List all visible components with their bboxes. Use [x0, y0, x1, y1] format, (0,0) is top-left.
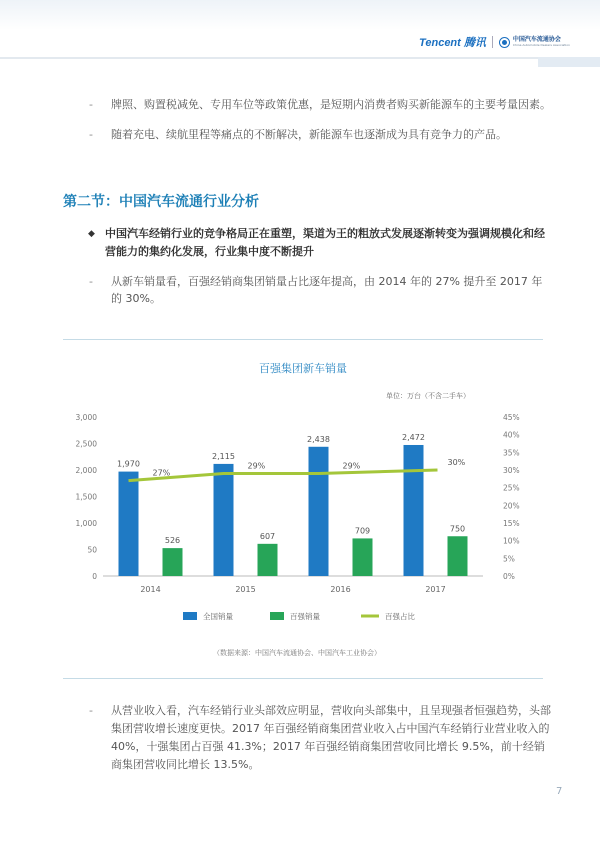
header-divider: [0, 57, 600, 59]
bullet-text: 从新车销量看，百强经销商集团销量占比逐年提高，由 2014 年的 27% 提升至 2017 年的 30%。: [111, 275, 543, 305]
y-left-tick-label: 0: [92, 572, 97, 581]
y-left-tick-label: 2,000: [75, 466, 97, 475]
bar-top100: [163, 548, 183, 576]
share-label: 30%: [447, 458, 466, 467]
share-line: [129, 470, 438, 481]
y-right-tick-label: 20%: [503, 501, 520, 511]
key-point: [88, 225, 545, 261]
y-right-tick-label: 45%: [503, 413, 520, 422]
y-right-tick-label: 35%: [503, 448, 520, 458]
chart-title: 百强集团新车销量: [259, 362, 347, 375]
top-band: [0, 0, 600, 30]
association-badge-icon: [499, 37, 510, 48]
page-number: 7: [556, 786, 563, 797]
bullet-text: 随着充电、续航里程等痛点的不断解决，新能源车也逐渐成为具有竞争力的产品。: [111, 128, 507, 141]
association-name-en: China Automobile Dealers Association: [512, 43, 570, 47]
y-left-tick-label: 2,500: [75, 439, 97, 449]
x-tick-label: 2015: [235, 585, 256, 594]
share-label: 29%: [342, 461, 361, 471]
bar-national-label: 2,438: [307, 434, 330, 444]
bar-national-label: 2,472: [402, 432, 425, 442]
y-right-tick-label: 40%: [503, 430, 520, 440]
key-point-text: 中国汽车经销行业的竞争格局正在重塑，渠道为王的粗放式发展逐渐转变为强调规模化和经营能力的集约化发展，行业集中度不断提升: [105, 227, 545, 258]
diamond-bullet-icon: ◆: [88, 229, 95, 239]
bar-top100-label: 526: [164, 536, 181, 546]
y-right-tick-label: 0%: [503, 572, 515, 581]
y-right-tick-label: 10%: [503, 536, 520, 546]
bullet-revenue: [89, 702, 551, 774]
legend-top100-swatch: [270, 612, 284, 620]
bar-top100: [258, 544, 278, 576]
bullet-marker: -: [89, 128, 93, 141]
x-tick-label: 2014: [140, 585, 161, 594]
y-left-tick-label: 1,500: [75, 492, 97, 502]
y-left-tick-label: 1,000: [75, 519, 97, 528]
header-tab: [538, 57, 600, 67]
association-logo: [499, 37, 570, 48]
chart-unit-note: 单位：万台（不含二手车）: [386, 392, 470, 400]
y-left-tick-label: 50: [87, 545, 97, 555]
legend-national-swatch: [183, 612, 197, 620]
bullet-marker: -: [89, 704, 93, 717]
bullet-sales-share: [89, 273, 551, 307]
y-right-tick-label: 15%: [503, 519, 520, 528]
bullet-marker: -: [89, 98, 93, 111]
y-right-tick-label: 25%: [503, 483, 520, 493]
chart-source: （数据来源：中国汽车流通协会、中国汽车工业协会）: [213, 649, 381, 657]
bullet-text: 牌照、购置税减免、专用车位等政策优惠，是短期内消费者购买新能源车的主要考量因素。: [111, 98, 551, 111]
bar-national: [214, 464, 234, 576]
bullet-text: 从营业收入看，汽车经销行业头部效应明显，营收向头部集中，且呈现强者恒强趋势，头部集团营收增长速度更快。2017 年百强经销商集团营业收入占中国汽车经销行业营业收入的 40%，十强集团占百强 41.3%；2017 年百强经销商集团营收同比增长 9.5%，前十经销商集团营收同比增长 13.5%。: [111, 704, 551, 771]
bar-national: [119, 472, 139, 576]
bullet-marker: -: [89, 275, 93, 288]
share-label: 29%: [247, 461, 266, 471]
x-tick-label: 2016: [330, 585, 351, 594]
bar-national: [404, 445, 424, 576]
bar-top100-label: 709: [354, 526, 371, 536]
y-right-tick-label: 30%: [503, 466, 520, 475]
y-left-tick-label: 3,000: [75, 413, 97, 422]
bar-top100: [448, 536, 468, 576]
bullet-charging: [89, 126, 551, 143]
bar-top100: [353, 538, 373, 576]
bullet-policy: [89, 96, 551, 113]
association-name-cn: 中国汽车流通协会: [512, 36, 561, 43]
chart-frame: [63, 339, 543, 679]
legend-top100-label: 百强销量: [290, 612, 320, 621]
y-right-tick-label: 5%: [503, 554, 515, 564]
bar-top100-label: 750: [449, 524, 466, 534]
section-title: 第二节：中国汽车流通行业分析: [63, 194, 259, 210]
bar-top100-label: 607: [259, 531, 276, 541]
legend-national-label: 全国销量: [203, 612, 233, 621]
x-tick-label: 2017: [425, 585, 446, 594]
legend-share-label: 百强占比: [385, 612, 415, 621]
bar-national-label: 1,970: [117, 459, 140, 469]
sales-chart: [63, 340, 543, 678]
logo-separator: [492, 36, 493, 48]
header-logos: [419, 34, 570, 50]
bar-national-label: 2,115: [212, 451, 235, 461]
tencent-logo: Tencent 腾讯: [419, 37, 486, 49]
share-label: 27%: [152, 468, 171, 478]
bar-national: [309, 447, 329, 576]
